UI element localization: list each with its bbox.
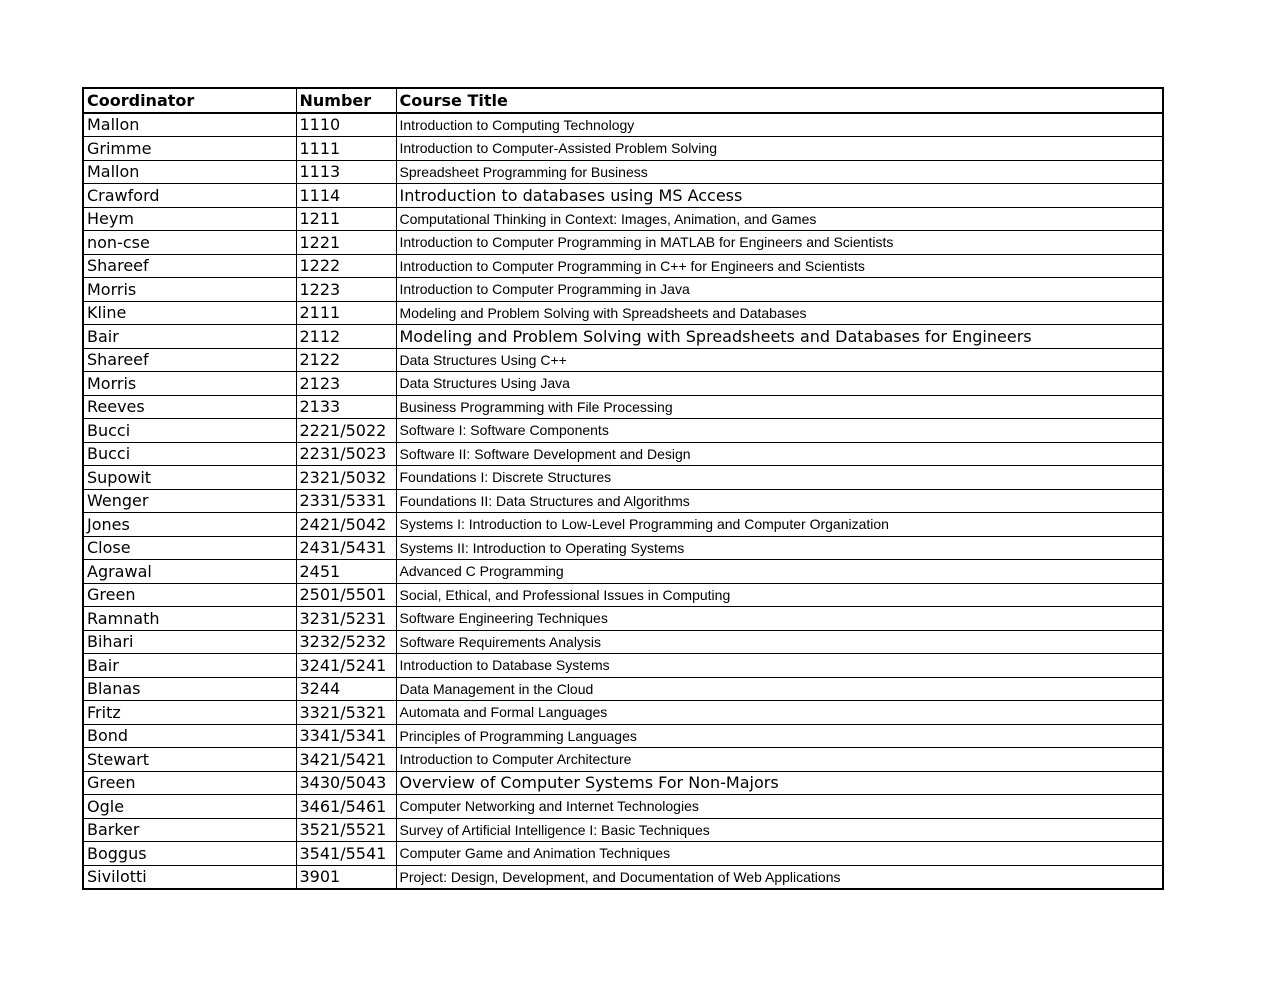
coordinator-cell: Ramnath xyxy=(83,607,296,631)
course-title-cell: Automata and Formal Languages xyxy=(396,701,1163,725)
course-title-cell: Principles of Programming Languages xyxy=(396,724,1163,748)
course-title-cell: Computational Thinking in Context: Images, Animation, and Games xyxy=(396,207,1163,231)
table-row xyxy=(83,842,1163,866)
course-title-cell: Software II: Software Development and Design xyxy=(396,442,1163,466)
course-number-cell: 1113 xyxy=(296,160,396,184)
coordinator-cell: Boggus xyxy=(83,842,296,866)
table-row xyxy=(83,442,1163,466)
course-title-cell: Advanced C Programming xyxy=(396,560,1163,584)
coordinator-cell: Reeves xyxy=(83,395,296,419)
table-row xyxy=(83,419,1163,443)
course-title-cell: Systems II: Introduction to Operating Systems xyxy=(396,536,1163,560)
table-row xyxy=(83,395,1163,419)
course-number-cell: 3232/5232 xyxy=(296,630,396,654)
table-row xyxy=(83,583,1163,607)
course-number-cell: 1221 xyxy=(296,231,396,255)
course-title-cell: Introduction to Database Systems xyxy=(396,654,1163,678)
course-title-cell: Software Requirements Analysis xyxy=(396,630,1163,654)
coordinator-cell: Bihari xyxy=(83,630,296,654)
table-row xyxy=(83,231,1163,255)
course-title-cell: Introduction to Computer Programming in MATLAB for Engineers and Scientists xyxy=(396,231,1163,255)
table-row xyxy=(83,560,1163,584)
table-header xyxy=(83,88,1163,113)
coordinator-cell: Bond xyxy=(83,724,296,748)
coordinator-cell: Blanas xyxy=(83,677,296,701)
course-number-cell: 3461/5461 xyxy=(296,795,396,819)
course-number-cell: 2112 xyxy=(296,325,396,349)
coordinator-cell: Jones xyxy=(83,513,296,537)
course-number-cell: 3244 xyxy=(296,677,396,701)
coordinator-cell: Sivilotti xyxy=(83,865,296,889)
course-number-cell: 2501/5501 xyxy=(296,583,396,607)
course-number-cell: 3241/5241 xyxy=(296,654,396,678)
coordinator-cell: Mallon xyxy=(83,160,296,184)
table-row xyxy=(83,301,1163,325)
table-body xyxy=(83,113,1163,890)
course-title-cell: Computer Networking and Internet Technologies xyxy=(396,795,1163,819)
coordinator-cell: Grimme xyxy=(83,137,296,161)
course-title-cell: Modeling and Problem Solving with Spreadsheets and Databases xyxy=(396,301,1163,325)
header-row xyxy=(83,88,1163,113)
coordinator-cell: Bucci xyxy=(83,442,296,466)
table-row xyxy=(83,630,1163,654)
course-title-cell: Foundations II: Data Structures and Algorithms xyxy=(396,489,1163,513)
course-title-cell: Foundations I: Discrete Structures xyxy=(396,466,1163,490)
coordinator-cell: Barker xyxy=(83,818,296,842)
coordinator-cell: Wenger xyxy=(83,489,296,513)
course-title-cell: Spreadsheet Programming for Business xyxy=(396,160,1163,184)
table-row xyxy=(83,677,1163,701)
table-row xyxy=(83,160,1163,184)
course-number-cell: 2451 xyxy=(296,560,396,584)
course-title-cell: Introduction to Computer Architecture xyxy=(396,748,1163,772)
table-row xyxy=(83,701,1163,725)
course-title-cell: Business Programming with File Processing xyxy=(396,395,1163,419)
course-title-cell: Introduction to databases using MS Access xyxy=(396,184,1163,208)
course-title-cell: Overview of Computer Systems For Non-Majors xyxy=(396,771,1163,795)
table-row xyxy=(83,724,1163,748)
course-title-cell: Data Structures Using C++ xyxy=(396,348,1163,372)
course-number-cell: 3321/5321 xyxy=(296,701,396,725)
table-row xyxy=(83,607,1163,631)
course-number-cell: 1110 xyxy=(296,113,396,137)
coordinator-cell: Bair xyxy=(83,654,296,678)
table-row xyxy=(83,254,1163,278)
coordinator-cell: Kline xyxy=(83,301,296,325)
course-number-cell: 2231/5023 xyxy=(296,442,396,466)
course-number-cell: 2331/5331 xyxy=(296,489,396,513)
table-row xyxy=(83,536,1163,560)
course-number-cell: 1211 xyxy=(296,207,396,231)
coordinator-cell: Fritz xyxy=(83,701,296,725)
header-course-title: Course Title xyxy=(396,88,1163,113)
coordinator-cell: Bair xyxy=(83,325,296,349)
coordinator-cell: Crawford xyxy=(83,184,296,208)
coordinator-cell: non-cse xyxy=(83,231,296,255)
table-row xyxy=(83,137,1163,161)
course-title-cell: Software I: Software Components xyxy=(396,419,1163,443)
table-row xyxy=(83,348,1163,372)
coordinator-cell: Agrawal xyxy=(83,560,296,584)
table-row xyxy=(83,654,1163,678)
table-row xyxy=(83,372,1163,396)
table-row xyxy=(83,771,1163,795)
course-number-cell: 2133 xyxy=(296,395,396,419)
course-number-cell: 2122 xyxy=(296,348,396,372)
header-coordinator: Coordinator xyxy=(83,88,296,113)
table-row xyxy=(83,513,1163,537)
course-number-cell: 3541/5541 xyxy=(296,842,396,866)
course-title-cell: Introduction to Computer Programming in Java xyxy=(396,278,1163,302)
course-number-cell: 1114 xyxy=(296,184,396,208)
table-row xyxy=(83,748,1163,772)
course-title-cell: Project: Design, Development, and Documentation of Web Applications xyxy=(396,865,1163,889)
course-title-cell: Computer Game and Animation Techniques xyxy=(396,842,1163,866)
table-row xyxy=(83,207,1163,231)
course-title-cell: Introduction to Computer-Assisted Problem Solving xyxy=(396,137,1163,161)
coordinator-cell: Heym xyxy=(83,207,296,231)
table-row xyxy=(83,113,1163,137)
table-row xyxy=(83,184,1163,208)
coordinator-cell: Mallon xyxy=(83,113,296,137)
course-number-cell: 3421/5421 xyxy=(296,748,396,772)
coordinator-cell: Shareef xyxy=(83,254,296,278)
coordinator-cell: Stewart xyxy=(83,748,296,772)
course-number-cell: 2123 xyxy=(296,372,396,396)
course-title-cell: Introduction to Computing Technology xyxy=(396,113,1163,137)
course-title-cell: Social, Ethical, and Professional Issues in Computing xyxy=(396,583,1163,607)
table-row xyxy=(83,278,1163,302)
course-number-cell: 2421/5042 xyxy=(296,513,396,537)
course-number-cell: 3430/5043 xyxy=(296,771,396,795)
coordinator-cell: Green xyxy=(83,583,296,607)
table-row xyxy=(83,489,1163,513)
course-number-cell: 2111 xyxy=(296,301,396,325)
table-row xyxy=(83,818,1163,842)
coordinator-cell: Bucci xyxy=(83,419,296,443)
course-table xyxy=(82,87,1164,890)
course-number-cell: 2321/5032 xyxy=(296,466,396,490)
header-number: Number xyxy=(296,88,396,113)
course-title-cell: Systems I: Introduction to Low-Level Programming and Computer Organization xyxy=(396,513,1163,537)
coordinator-cell: Close xyxy=(83,536,296,560)
coordinator-cell: Green xyxy=(83,771,296,795)
course-number-cell: 2221/5022 xyxy=(296,419,396,443)
course-title-cell: Data Management in the Cloud xyxy=(396,677,1163,701)
course-number-cell: 2431/5431 xyxy=(296,536,396,560)
course-title-cell: Modeling and Problem Solving with Spreadsheets and Databases for Engineers xyxy=(396,325,1163,349)
coordinator-cell: Morris xyxy=(83,278,296,302)
course-title-cell: Survey of Artificial Intelligence I: Basic Techniques xyxy=(396,818,1163,842)
course-title-cell: Software Engineering Techniques xyxy=(396,607,1163,631)
coordinator-cell: Morris xyxy=(83,372,296,396)
coordinator-cell: Supowit xyxy=(83,466,296,490)
table-row xyxy=(83,466,1163,490)
course-title-cell: Data Structures Using Java xyxy=(396,372,1163,396)
course-number-cell: 1222 xyxy=(296,254,396,278)
course-number-cell: 3521/5521 xyxy=(296,818,396,842)
course-title-cell: Introduction to Computer Programming in C++ for Engineers and Scientists xyxy=(396,254,1163,278)
course-number-cell: 3341/5341 xyxy=(296,724,396,748)
table-row xyxy=(83,865,1163,889)
course-number-cell: 3901 xyxy=(296,865,396,889)
table-row xyxy=(83,795,1163,819)
coordinator-cell: Shareef xyxy=(83,348,296,372)
coordinator-cell: Ogle xyxy=(83,795,296,819)
course-number-cell: 1223 xyxy=(296,278,396,302)
course-number-cell: 1111 xyxy=(296,137,396,161)
course-number-cell: 3231/5231 xyxy=(296,607,396,631)
table-row xyxy=(83,325,1163,349)
